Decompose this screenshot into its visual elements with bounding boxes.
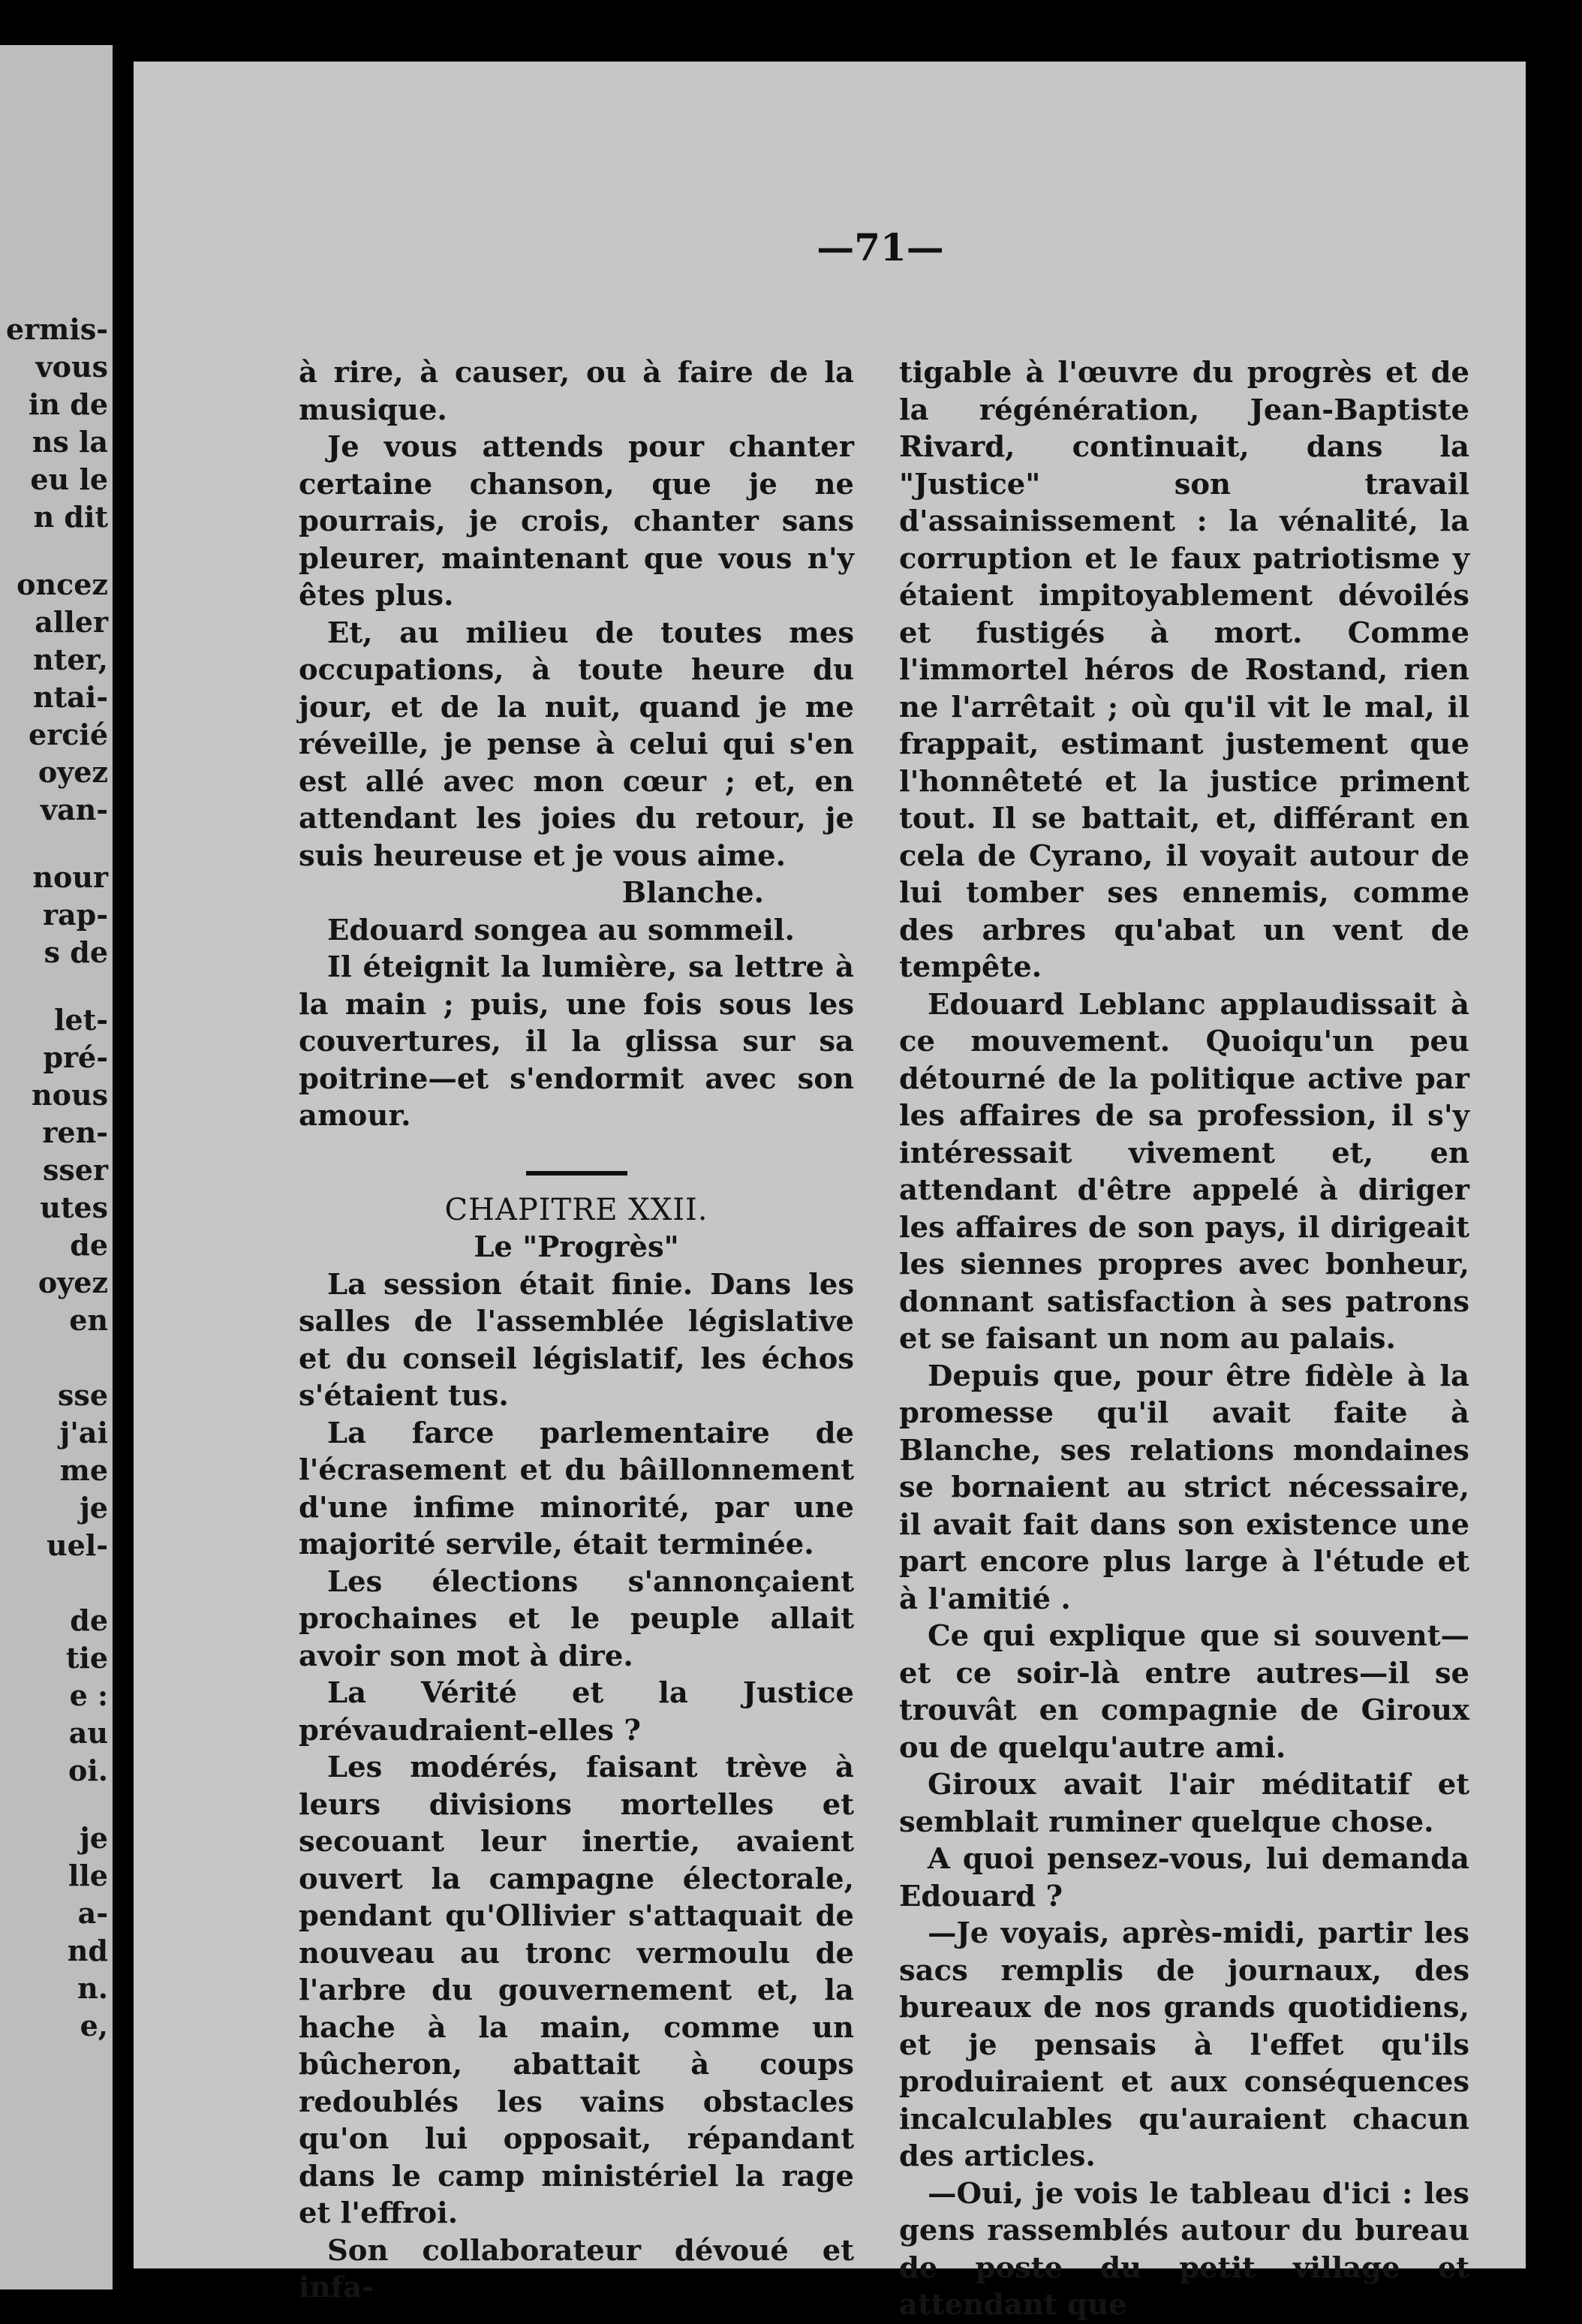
left-page-fragment-text: pré- bbox=[43, 1040, 108, 1074]
left-page-fragment-text: ren- bbox=[42, 1115, 108, 1149]
left-page-fragment-text: n. bbox=[77, 1971, 108, 2005]
left-page-fragment-text: ns la bbox=[32, 425, 108, 459]
left-page-fragment-text: me bbox=[59, 1453, 108, 1487]
left-page-fragment-text: e, bbox=[80, 2009, 108, 2043]
left-page-fragment-text: tie bbox=[65, 1641, 108, 1675]
left-page-fragment-text: de bbox=[70, 1603, 108, 1637]
paragraph: La session était finie. Dans les salles de l'assemblée législative et du conseil législatif, les échos s'étaient tus. bbox=[299, 1267, 854, 1413]
paragraph: Les modérés, faisant trève à leurs divisions mortelles et secouant leur inertie, avaient ouvert la campagne électorale, pendant qu'Ollivier s'attaquait de nouveau au tronc vermoulu de l'arbre du gouvernement et, la hache à la main, comme un bûcheron, abattait à coups redoublés les vains obstacles qu'on lui opposait, répandant dans le camp ministériel la rage et l'effroi. bbox=[299, 1751, 854, 2230]
letter-signature: Blanche. bbox=[621, 876, 764, 910]
paragraph: à rire, à causer, ou à faire de la musique. bbox=[299, 356, 854, 427]
paragraph: Je vous attends pour chanter certaine chanson, que je ne pourrais, je crois, chanter sans pleurer, maintenant que vous n'y êtes plus. bbox=[299, 430, 854, 613]
page-number: —71— bbox=[817, 225, 944, 269]
paragraph: La Vérité et la Justice prévaudraient-elles ? bbox=[299, 1676, 854, 1748]
paragraph: Giroux avait l'air méditatif et semblait ruminer quelque chose. bbox=[899, 1768, 1469, 1839]
left-page-fragment-text: in de bbox=[28, 387, 108, 421]
chapter-title: CHAPITRE XXII. bbox=[444, 1192, 708, 1227]
left-column bbox=[299, 354, 854, 2307]
paragraph: tigable à l'œuvre du progrès et de la régénération, Jean-Baptiste Rivard, continuait, dans la "Justice" son travail d'assainissement : la vénalité, la corruption et le faux patriotisme y étaient impitoyablement dévoilés et fustigés à mort. Comme l'immortel héros de Rostand, rien ne l'arrêtait ; où qu'il vit le mal, il frappait, estimant justement que l'honnêteté et la justice priment tout. Il se battait, et, différant en cela de Cyrano, il voyait autour de lui tomber ses ennemis, comme des arbres qu'abat un vent de tempête. bbox=[899, 356, 1469, 984]
left-page-fragment-text: nous bbox=[32, 1078, 108, 1112]
left-page-fragment-text: oncez bbox=[17, 567, 108, 601]
left-page-fragment-text: rap- bbox=[43, 898, 108, 932]
left-page-fragment-text: let- bbox=[54, 1003, 108, 1037]
chapter-subtitle: Le "Progrès" bbox=[474, 1230, 679, 1264]
paragraph: Son collaborateur dévoué et infa- bbox=[299, 2233, 854, 2304]
left-page-fragment-text: nd bbox=[67, 1934, 108, 1967]
section-divider bbox=[526, 1171, 627, 1176]
left-page-fragment-text: eu le bbox=[30, 462, 108, 496]
left-page-fragment-text: van- bbox=[40, 793, 108, 826]
left-page-fragment-text: de bbox=[70, 1228, 108, 1262]
left-page-fragment-text: a- bbox=[77, 1896, 108, 1930]
left-page-fragment-text: n dit bbox=[33, 500, 108, 534]
left-page-fragment-text: je bbox=[80, 1491, 108, 1525]
left-page-fragment-text: vous bbox=[35, 350, 108, 384]
left-page-fragment-text: lle bbox=[68, 1859, 108, 1892]
left-page-fragment-text: oi. bbox=[68, 1754, 108, 1787]
paragraph: Edouard Leblanc applaudissait à ce mouvement. Quoiqu'un peu détourné de la politique active par les affaires de sa profession, il s'y intéressait vivement et, en attendant d'être appelé à diriger les affaires de son pays, il dirigeait les siennes propres avec bonheur, donnant satisfaction à ses patrons et se faisant un nom au palais. bbox=[899, 987, 1469, 1356]
left-page-fragment-text: s de bbox=[44, 935, 108, 969]
paragraph: A quoi pensez-vous, lui demanda Edouard ? bbox=[899, 1842, 1469, 1913]
paragraph: Les élections s'annonçaient prochaines et le peuple allait avoir son mot à dire. bbox=[299, 1564, 854, 1673]
left-page-fragment-text: aller bbox=[35, 605, 108, 639]
paragraph: Ce qui explique que si souvent—et ce soir-là entre autres—il se trouvât en compagnie de Giroux ou de quelqu'autre ami. bbox=[899, 1619, 1469, 1765]
left-page-fragment bbox=[0, 45, 120, 2289]
paragraph: —Oui, je vois le tableau d'ici : les gens rassemblés autour du bureau de poste du petit village et attendant que bbox=[899, 2176, 1469, 2322]
left-page-fragment-text: en bbox=[69, 1303, 108, 1337]
paragraph: La farce parlementaire de l'écrasement et du bâillonnement d'une infime minorité, par une majorité servile, était terminée. bbox=[299, 1416, 854, 1561]
left-page-fragment-text: au bbox=[68, 1716, 108, 1750]
left-page-fragment-text: nter, bbox=[33, 643, 108, 676]
paragraph: Depuis que, pour être fidèle à la promesse qu'il avait faite à Blanche, ses relations mondaines se bornaient au strict nécessaire, il avait fait dans son existence une part encore plus large à l'étude et à l'amitié . bbox=[899, 1359, 1469, 1616]
left-page-fragment-text: uel- bbox=[46, 1528, 108, 1562]
left-page-fragment-text: e : bbox=[69, 1678, 108, 1712]
paragraph: Et, au milieu de toutes mes occupations, à toute heure du jour, et de la nuit, quand je me réveille, je pense à celui qui s'en est allé avec mon cœur ; et, en attendant les joies du retour, je suis heureuse et je vous aime. bbox=[299, 616, 854, 873]
left-page-fragment-text: utes bbox=[40, 1191, 108, 1224]
left-page-fragment-text: ntai- bbox=[32, 680, 108, 714]
left-page-fragment-text: sse bbox=[58, 1378, 108, 1412]
left-page-fragment-text: ercié bbox=[29, 718, 108, 751]
left-page-fragment-text: oyez bbox=[38, 1266, 108, 1299]
left-page-fragment-text: je bbox=[80, 1821, 108, 1855]
left-page-fragment-text: oyez bbox=[38, 755, 108, 789]
left-page-fragment-text: j'ai bbox=[59, 1416, 108, 1449]
paragraph: Edouard songea au sommeil. bbox=[327, 913, 795, 947]
left-page-fragment-text: sser bbox=[43, 1153, 108, 1187]
left-page-fragment-text: ermis- bbox=[5, 312, 108, 346]
right-column bbox=[899, 354, 1469, 2324]
paragraph: —Je voyais, après-midi, partir les sacs remplis de journaux, des bureaux de nos grands quotidiens, et je pensais à l'effet qu'ils produiraient et aux conséquences incalculables qu'auraient chacun des articles. bbox=[899, 1916, 1469, 2173]
book-page bbox=[134, 62, 1526, 2322]
paragraph: Il éteignit la lumière, sa lettre à la main ; puis, une fois sous les couvertures, il la glissa sur sa poitrine—et s'endormit avec son amour. bbox=[299, 950, 854, 1133]
left-page-fragment-text: nour bbox=[32, 860, 108, 894]
